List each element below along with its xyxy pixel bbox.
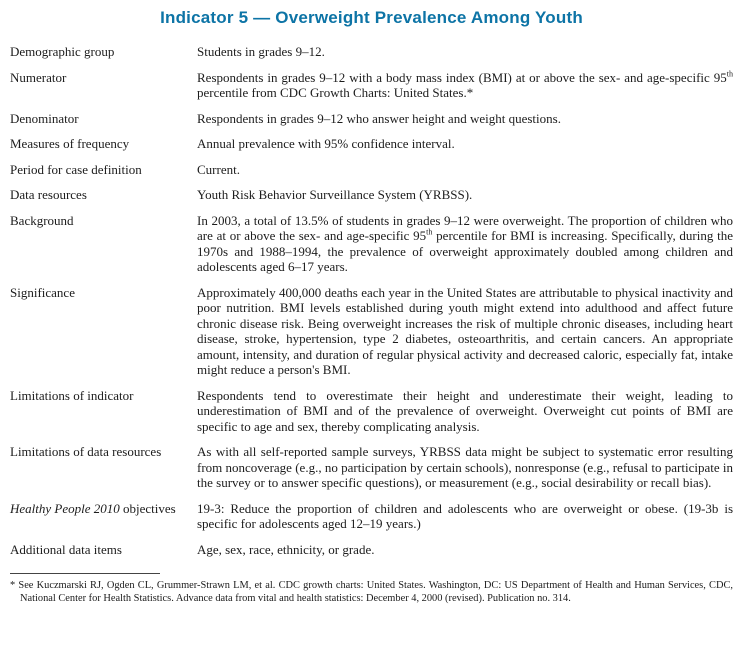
- row-value: Youth Risk Behavior Surveillance System (YRBSS).: [197, 187, 473, 202]
- row-value: In 2003, a total of 13.5% of students in grades 9–12 were overweight. The proportion of children who are at or above the sex- and age-specific 95th percentile for BMI is increasing. Specifically, during the 1970s and 1988–1994, the prevalence of overweight approximately doubled among children and adolescents aged 6–17 years.: [197, 212, 733, 274]
- row-label: Demographic group: [10, 44, 115, 59]
- row-value: Students in grades 9–12.: [197, 44, 325, 59]
- table-row: [10, 285, 733, 378]
- row-value: Respondents in grades 9–12 who answer height and weight questions.: [197, 110, 561, 126]
- row-label: Significance: [10, 284, 75, 300]
- indicator-definition-table: [10, 44, 733, 557]
- row-label: Data resources: [10, 187, 87, 202]
- table-row: [10, 388, 733, 435]
- row-value: As with all self-reported sample surveys, YRBSS data might be subject to systematic error resulting from noncoverage (e.g., no participation by certain schools), nonresponse (e.g., refusal to participate in the survey or to answer specific questions), or measurement (e.g., social desirability or recall bias).: [197, 444, 733, 490]
- row-label: Measures of frequency: [10, 136, 130, 151]
- row-label: Limitations of indicator: [10, 387, 134, 403]
- row-value: Annual prevalence with 95% confidence interval.: [197, 136, 455, 151]
- footnote-text: * See Kuczmarski RJ, Ogden CL, Grummer-Strawn LM, et al. CDC growth charts: United States. Washington, DC: US Department of Health and Human Services, CDC, National Center for Health Statistics. Advance data from vital and health statistics: December 4, 2000 (revised). Publication no. 314.: [10, 580, 733, 604]
- table-row: [10, 542, 733, 558]
- row-label: Background: [10, 212, 74, 228]
- row-value: Respondents tend to overestimate their height and underestimate their weight, leading to underestimation of BMI and of the prevalence of overweight. Overweight cut points of BMI are specific to age and sex, thereby complicating analysis.: [197, 387, 733, 434]
- footnote-divider: [10, 573, 160, 574]
- row-label: Denominator: [10, 110, 79, 126]
- table-row: [10, 213, 733, 275]
- table-row: [10, 162, 733, 178]
- table-row: [10, 444, 733, 491]
- row-value: 19-3: Reduce the proportion of children and adolescents who are overweight or obese. (19-3b is specific for adolescents aged 12–19 years.): [197, 500, 733, 531]
- row-label: Healthy People 2010 objectives: [10, 500, 176, 516]
- row-label: Period for case definition: [10, 161, 142, 177]
- table-row: [10, 70, 733, 101]
- row-value: Approximately 400,000 deaths each year in the United States are attributable to physical inactivity and poor nutrition. BMI levels established during youth might extend into adulthood and affect future chronic disease risk. Being overweight increases the risk of multiple chronic diseases, including heart disease, stroke, hypertension, type 2 diabetes, osteoarthritis, and certain cancers. An appropriate amount, intensity, and duration of regular physical activity and decreased caloric, especially fat, intake might reduce a person's BMI.: [197, 284, 733, 377]
- table-row: [10, 136, 733, 152]
- row-value: Age, sex, race, ethnicity, or grade.: [197, 541, 375, 557]
- row-label: Additional data items: [10, 541, 122, 557]
- table-row: [10, 501, 733, 532]
- table-row: [10, 44, 733, 60]
- page-title: Indicator 5 — Overweight Prevalence Among Youth: [160, 8, 583, 27]
- row-value: Current.: [197, 161, 240, 177]
- row-value: Respondents in grades 9–12 with a body mass index (BMI) at or above the sex- and age-specific 95th percentile from CDC Growth Charts: United States.*: [197, 69, 733, 100]
- table-row: [10, 111, 733, 127]
- row-label: Limitations of data resources: [10, 444, 162, 459]
- table-row: [10, 187, 733, 203]
- row-label: Numerator: [10, 69, 67, 85]
